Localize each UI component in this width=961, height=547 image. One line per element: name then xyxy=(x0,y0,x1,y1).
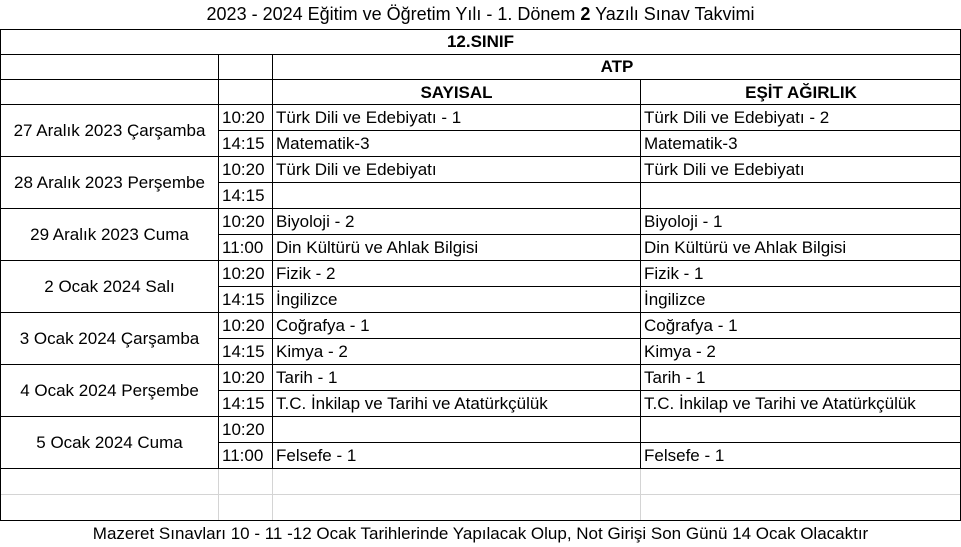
day-date: 2 Ocak 2024 Salı xyxy=(44,277,175,296)
slot-time: 10:20 xyxy=(222,420,265,439)
column-header-esit-agirlik: EŞİT AĞIRLIK xyxy=(745,83,857,102)
esit-agirlik-subject: T.C. İnkilap ve Tarihi ve Atatürkçülük xyxy=(644,394,916,413)
sayisal-subject: Coğrafya - 1 xyxy=(276,316,370,335)
column-header-sayisal: SAYISAL xyxy=(420,83,493,102)
slot-time: 10:20 xyxy=(222,368,265,387)
sayisal-subject: Türk Dili ve Edebiyatı xyxy=(276,160,437,179)
esit-agirlik-subject xyxy=(644,417,960,442)
esit-agirlik-subject xyxy=(644,183,960,208)
slot-time: 14:15 xyxy=(222,394,265,413)
program-label: ATP xyxy=(600,57,634,76)
esit-agirlik-subject: Kimya - 2 xyxy=(644,342,716,361)
slot-time: 14:15 xyxy=(222,134,265,153)
slot-time: 10:20 xyxy=(222,108,265,127)
sayisal-subject: Matematik-3 xyxy=(276,134,370,153)
sayisal-subject: Türk Dili ve Edebiyatı - 1 xyxy=(276,108,462,127)
slot-time: 10:20 xyxy=(222,316,265,335)
day-date: 5 Ocak 2024 Cuma xyxy=(36,433,183,452)
day-date: 4 Ocak 2024 Perşembe xyxy=(20,381,199,400)
esit-agirlik-subject: Din Kültürü ve Ahlak Bilgisi xyxy=(644,238,847,257)
slot-time: 14:15 xyxy=(222,290,265,309)
sayisal-subject: Felsefe - 1 xyxy=(276,446,357,465)
slot-time: 14:15 xyxy=(222,186,265,205)
sayisal-subject: Biyoloji - 2 xyxy=(276,212,355,231)
day-date: 3 Ocak 2024 Çarşamba xyxy=(19,329,200,348)
sayisal-subject xyxy=(276,183,640,208)
sayisal-subject: İngilizce xyxy=(276,290,338,309)
sayisal-subject: Fizik - 2 xyxy=(276,264,336,283)
sayisal-subject xyxy=(276,417,640,442)
sayisal-subject: Kimya - 2 xyxy=(276,342,348,361)
page-title xyxy=(0,0,961,29)
esit-agirlik-subject: Coğrafya - 1 xyxy=(644,316,738,335)
sayisal-subject: Tarih - 1 xyxy=(276,368,338,387)
footer-note: Mazeret Sınavları 10 - 11 -12 Ocak Tarihlerinde Yapılacak Olup, Not Girişi Son Günü 14 Ocak Olacaktır xyxy=(92,524,869,543)
day-date: 29 Aralık 2023 Cuma xyxy=(30,225,189,244)
esit-agirlik-subject: Tarih - 1 xyxy=(644,368,706,387)
slot-time: 11:00 xyxy=(222,238,264,257)
day-date: 28 Aralık 2023 Perşembe xyxy=(14,173,205,192)
esit-agirlik-subject: Matematik-3 xyxy=(644,134,738,153)
sayisal-subject: T.C. İnkilap ve Tarihi ve Atatürkçülük xyxy=(276,394,548,413)
title-number: 2 xyxy=(580,4,591,24)
slot-time: 10:20 xyxy=(222,264,265,283)
day-date: 27 Aralık 2023 Çarşamba xyxy=(13,121,206,140)
slot-time: 10:20 xyxy=(222,212,265,231)
title-suffix: Yazılı Sınav Takvimi xyxy=(590,4,755,24)
title-prefix: 2023 - 2024 Eğitim ve Öğretim Yılı - 1. Dönem xyxy=(206,4,581,24)
esit-agirlik-subject: İngilizce xyxy=(644,290,706,309)
sayisal-subject: Din Kültürü ve Ahlak Bilgisi xyxy=(276,238,479,257)
esit-agirlik-subject: Türk Dili ve Edebiyatı - 2 xyxy=(644,108,830,127)
slot-time: 11:00 xyxy=(222,446,264,465)
esit-agirlik-subject: Biyoloji - 1 xyxy=(644,212,723,231)
slot-time: 14:15 xyxy=(222,342,265,361)
class-label: 12.SINIF xyxy=(446,32,515,51)
esit-agirlik-subject: Felsefe - 1 xyxy=(644,446,725,465)
esit-agirlik-subject: Fizik - 1 xyxy=(644,264,704,283)
slot-time: 10:20 xyxy=(222,160,265,179)
esit-agirlik-subject: Türk Dili ve Edebiyatı xyxy=(644,160,805,179)
